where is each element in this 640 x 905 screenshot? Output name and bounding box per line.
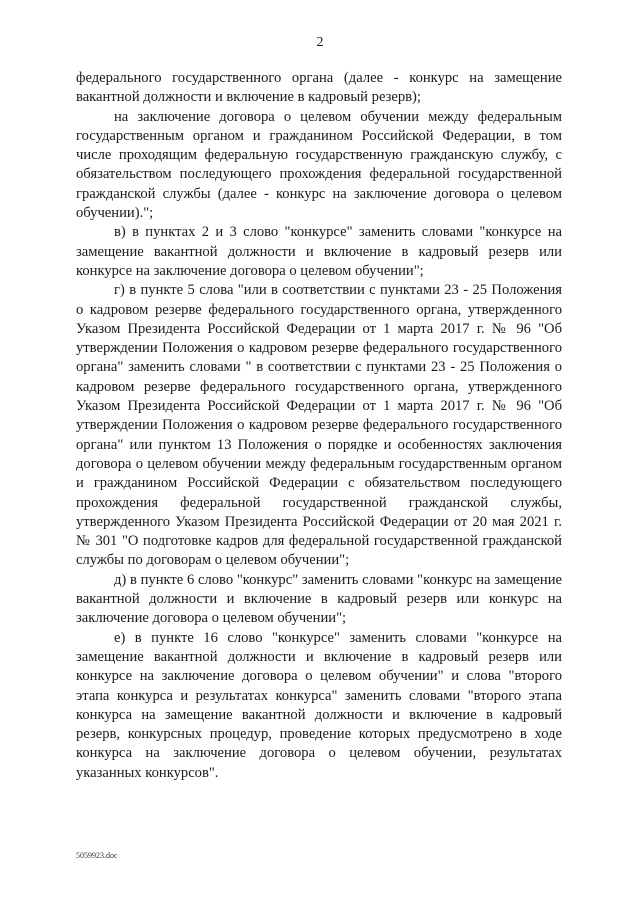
paragraph-2: на заключение договора о целевом обучении между федеральным государственным органом и гражданином Российской Федерации, в том числе проходящим федеральную государственную гражданскую службу, с обязательством последующего прохождения федеральной государственной гражданской службы (далее - конкурс на заключение договора о целевом обучении)."; (76, 108, 562, 222)
paragraph-6: е) в пункте 16 слово "конкурсе" заменить словами "конкурсе на замещение вакантной должности и включение в кадровый резерв или конкурсе на заключение договора о целевом обучении" и слова "второго этапа конкурса и результатах конкурса" заменить словами "второго этапа конкурса на замещение вакантной должности и включение в кадровый резерв, конкурсных процедур, проведение которых предусмотрено в ходе конкурса на заключение договора о целевом обучении, результатах указанных конкурсов". (76, 629, 562, 781)
page-number: 2 (316, 35, 324, 50)
document-body (76, 69, 562, 783)
file-name-footer: 5059923.doc (76, 851, 118, 860)
paragraph-3: в) в пунктах 2 и 3 слово "конкурсе" заменить словами "конкурсе на замещение вакантной должности и включение в кадровый резерв или конкурсе на заключение договора о целевом обучении"; (76, 224, 562, 279)
paragraph-5: д) в пункте 6 слово "конкурс" заменить словами "конкурс на замещение вакантной должности и включение в кадровый резерв или конкурс на заключение договора о целевом обучении"; (76, 571, 562, 627)
paragraph-4: г) в пункте 5 слова "или в соответствии с пунктами 23 - 25 Положения о кадровом резерве федерального государственного органа, утвержденного Указом Президента Российской Федерации от 1 марта 2017 г. № 96 "Об утверждении Положения о кадровом резерве федерального государственного органа" заменить словами " в соответствии с пунктами 23 - 25 Положения о кадровом резерве федерального государственного органа, утвержденного Указом Президента Российской Федерации от 1 марта 2017 г. № 96 "Об утверждении Положения о кадровом резерве федерального государственного органа" или пунктом 13 Положения о порядке и особенностях заключения договора о целевом обучении между федеральным государственным органом и гражданином Российской Федерации с обязательством последующего прохождения федеральной государственной гражданской службы, утвержденного Указом Президента Российской Федерации от 20 мая 2021 г. № 301 "О подготовке кадров для федеральной государственной гражданской службы по договорам о целевом обучении"; (76, 282, 562, 569)
paragraph-1: федерального государственного органа (далее - конкурс на замещение вакантной должности и включение в кадровый резерв); (76, 70, 562, 106)
